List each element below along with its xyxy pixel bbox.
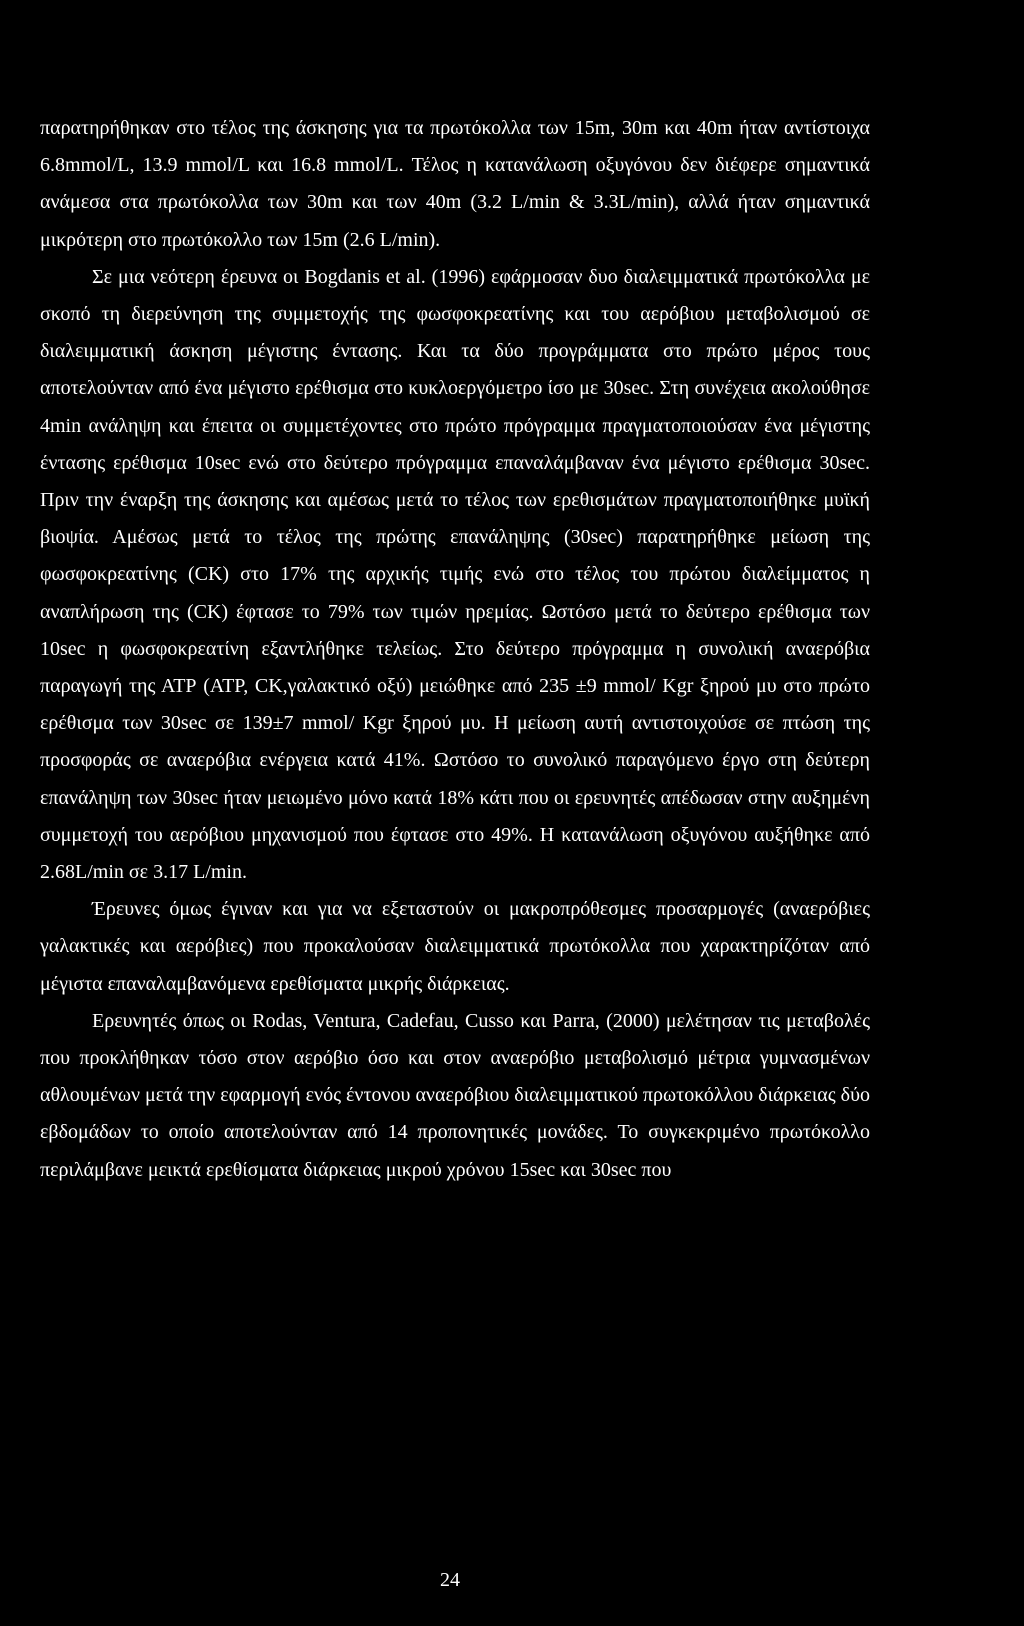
page-number: 24 [440, 1569, 460, 1591]
paragraph-1: παρατηρήθηκαν στο τέλος της άσκησης για τα πρωτόκολλα των 15m, 30m και 40m ήταν αντίστοιχα 6.8mmol/L, 13.9 mmol/L και 16.8 mmol/L. Τέλος η κατανάλωση οξυγόνου δεν διέφερε σημαντικά ανάμεσα στα πρωτόκολλα των 30m και των 40m (3.2 L/min & 3.3L/min), αλλά ήταν σημαντικά μικρότερη στο πρωτόκολλο των 15m (2.6 L/min). [40, 117, 870, 251]
paragraph-4: Ερευνητές όπως οι Rodas, Ventura, Cadefau, Cusso και Parra, (2000) μελέτησαν τις μεταβολές που προκλήθηκαν τόσο στον αερόβιο όσο και στον αναερόβιο μεταβολισμό μέτρια γυμνασμένων αθλουμένων μετά την εφαρμογή ενός έντονου αναερόβιου διαλειμματικού πρωτοκόλλου διάρκειας δύο εβδομάδων το οποίο αποτελούνταν από 14 προπονητικές μονάδες. Το συγκεκριμένο πρωτόκολλο περιλάμβανε μεικτά ερεθίσματα διάρκειας μικρού χρόνου 15sec και 30sec που [40, 1009, 870, 1181]
document-body [40, 110, 870, 1189]
paragraph-2: Σε μια νεότερη έρευνα οι Bogdanis et al. (1996) εφάρμοσαν δυο διαλειμματικά πρωτόκολλα με σκοπό τη διερεύνηση της συμμετοχής της φωσφοκρεατίνης και του αερόβιου μεταβολισμού σε διαλειμματική άσκηση μέγιστης έντασης. Και τα δύο προγράμματα στο πρώτο μέρος τους αποτελούνταν από ένα μέγιστο ερέθισμα στο κυκλοεργόμετρο ίσο με 30sec. Στη συνέχεια ακολούθησε 4min ανάληψη και έπειτα οι συμμετέχοντες στο πρώτο πρόγραμμα πραγματοποιούσαν ένα μέγιστης έντασης ερέθισμα 10sec ενώ στο δεύτερο πρόγραμμα επαναλάμβαναν ένα μέγιστο ερέθισμα 30sec. Πριν την έναρξη της άσκησης και αμέσως μετά το τέλος των ερεθισμάτων πραγματοποιήθηκε μυϊκή βιοψία. Αμέσως μετά το τέλος της πρώτης επανάληψης (30sec) παρατηρήθηκε μείωση της φωσφοκρεατίνης (CK) στο 17% της αρχικής τιμής ενώ στο τέλος του πρώτου διαλείμματος η αναπλήρωση της (CK) έφτασε το 79% των τιμών ηρεμίας. Ωστόσο μετά το δεύτερο ερέθισμα των 10sec η φωσφοκρεατίνη εξαντλήθηκε τελείως. Στο δεύτερο πρόγραμμα η συνολική αναερόβια παραγωγή της ΑΤΡ (ΑΤΡ, CK,γαλακτικό οξύ) μειώθηκε από 235 ±9 mmol/ Kgr ξηρού μυ στο πρώτο ερέθισμα των 30sec σε 139±7 mmol/ Kgr ξηρού μυ. Η μείωση αυτή αντιστοιχούσε σε πτώση της προσφοράς σε αναερόβια ενέργεια κατά 41%. Ωστόσο το συνολικό παραγόμενο έργο στη δεύτερη επανάληψη των 30sec ήταν μειωμένο μόνο κατά 18% κάτι που οι ερευνητές απέδωσαν στην αυξημένη συμμετοχή του αερόβιου μηχανισμού που έφτασε στο 49%. Η κατανάλωση οξυγόνου αυξήθηκε από 2.68L/min σε 3.17 L/min. [40, 265, 870, 884]
paragraph-3: Έρευνες όμως έγιναν και για να εξεταστούν οι μακροπρόθεσμες προσαρμογές (αναερόβιες γαλακτικές και αερόβιες) που προκαλούσαν διαλειμματικά πρωτόκολλα που χαρακτηρίζόταν από μέγιστα επαναλαμβανόμενα ερεθίσματα μικρής διάρκειας. [40, 898, 870, 995]
